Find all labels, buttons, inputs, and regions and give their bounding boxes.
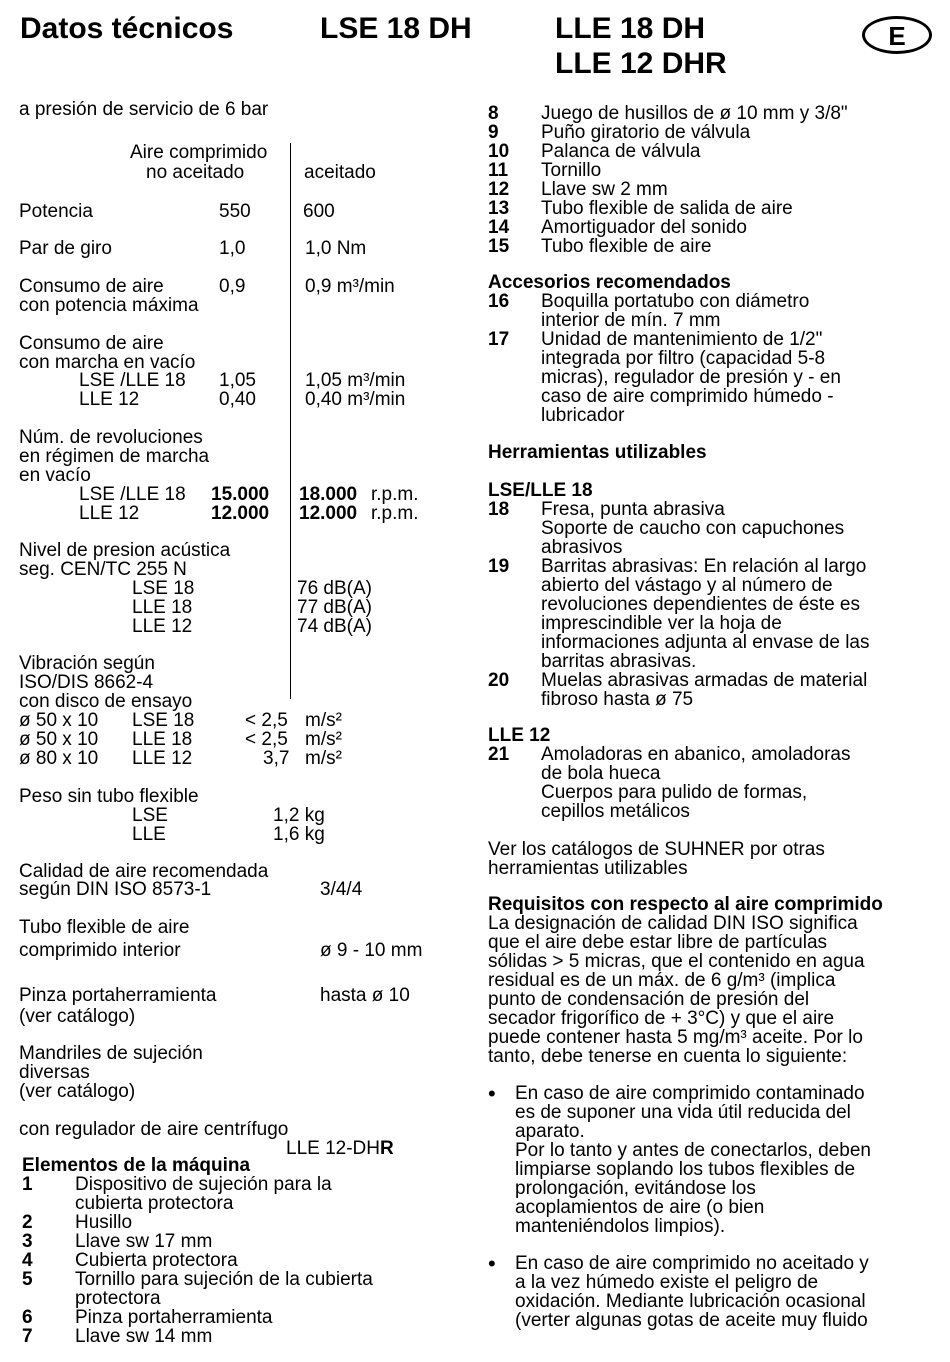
item-text-line: Tornillo [541, 160, 602, 181]
item-text-line: revoluciones dependientes de éste es [541, 594, 861, 615]
col-head-unoiled-2: no aceitado [146, 162, 245, 183]
list-item [488, 557, 938, 671]
text-line: puede contener hasta 5 mg/m³ aceite. Por lo [488, 1027, 863, 1048]
item-text-line: Amortiguador del sonido [541, 217, 747, 238]
item-text-line: Cubierta protectora [75, 1250, 238, 1271]
spec-label: Pinza portaherramienta [19, 985, 217, 1006]
spec-label: Potencia [19, 201, 93, 222]
item-text-line: Puño giratorio de válvula [541, 122, 751, 143]
item-number: 14 [488, 217, 510, 238]
spec-row-name: LSE /LLE 18 [79, 370, 186, 391]
text-line: (verter algunas gotas de aceite muy fluido [515, 1310, 868, 1331]
item-number: 4 [22, 1250, 33, 1271]
vib-unit: m/s² [305, 710, 342, 731]
text-line: acoplamientos de aire (o bien [515, 1197, 765, 1218]
spec-label: Par de giro [19, 238, 112, 259]
item-text-line: fibroso hasta ø 75 [541, 689, 694, 710]
spec-label: en régimen de marcha [19, 446, 210, 467]
col-head-unoiled-1: Aire comprimido [130, 142, 268, 163]
vib-diameter: ø 50 x 10 [19, 710, 99, 731]
regulator-model-suffix: R [380, 1138, 394, 1159]
text-line: sólidas > 5 micras, que el contenido en agua [488, 951, 865, 972]
regulator-model [286, 1139, 394, 1158]
elements-list-continued [488, 104, 938, 256]
spec-label: Consumo de aire [19, 333, 164, 354]
list-item [22, 1213, 442, 1232]
spec-label: Peso sin tubo flexible [19, 786, 199, 807]
model-lle12dhr: LLE 12 DHR [555, 47, 727, 80]
spec-unit: r.p.m. [371, 503, 419, 524]
text-line: En caso de aire comprimido contaminado [515, 1083, 865, 1104]
spec-label: con marcha en vacío [19, 352, 196, 373]
item-text-line: Tornillo para sujeción de la cubierta [75, 1269, 373, 1290]
vib-diameter: ø 50 x 10 [19, 729, 99, 750]
item-text-line: informaciones adjunta al envase de las [541, 632, 870, 653]
list-item [488, 671, 938, 709]
spec-value: 550 [219, 201, 251, 222]
list-item [488, 237, 938, 256]
item-number: 9 [488, 122, 499, 143]
spec-label: Mandriles de sujeción [19, 1043, 203, 1064]
spec-value: 0,40 [219, 389, 256, 410]
item-number: 20 [488, 670, 510, 691]
tools-list-lse-lle18 [488, 500, 938, 709]
item-number: 8 [488, 103, 499, 124]
spec-label: Consumo de aire [19, 276, 164, 297]
spec-row-name: LLE [132, 824, 166, 845]
text-line: La designación de calidad DIN ISO significa [488, 913, 858, 934]
item-text-line: abierto del vástago y al número de [541, 575, 833, 596]
spec-row-name: LSE 18 [132, 578, 195, 599]
spec-row-name: LLE 12 [132, 616, 193, 637]
spec-value: 0,9 [219, 276, 246, 297]
elements-list [22, 1175, 442, 1346]
list-item [22, 1327, 442, 1346]
item-text-line: abrasivos [541, 537, 623, 558]
list-item [22, 1308, 442, 1327]
bullet-marker: • [488, 1251, 496, 1276]
list-item [22, 1232, 442, 1251]
item-text-line: Llave sw 2 mm [541, 179, 668, 200]
item-text-line: Unidad de mantenimiento de 1/2" [541, 329, 823, 350]
text-line: Por lo tanto y antes de conectarlos, deben [515, 1140, 871, 1161]
text-line: que el aire debe estar libre de partículas [488, 932, 828, 953]
text-line: manteniéndolos limpios). [515, 1216, 726, 1237]
item-number: 21 [488, 744, 510, 765]
item-text-line: Juego de husillos de ø 10 mm y 3/8" [541, 103, 848, 124]
bullet-marker: • [488, 1081, 496, 1106]
spec-row-name: LLE 12 [79, 503, 140, 524]
item-number: 15 [488, 236, 510, 257]
item-text-line: integrada por filtro (capacidad 5-8 [541, 348, 826, 369]
language-badge: E [862, 16, 932, 54]
model-lse18dh: LSE 18 DH [320, 12, 472, 45]
text-line: oxidación. Mediante lubricación ocasional [515, 1291, 866, 1312]
item-text-line: barritas abrasivas. [541, 651, 697, 672]
item-text-line: Tubo flexible de aire [541, 236, 712, 257]
item-text-line: caso de aire comprimido húmedo - [541, 386, 834, 407]
vib-unit: m/s² [305, 729, 342, 750]
list-item [22, 1175, 442, 1213]
item-text-line: Husillo [75, 1212, 133, 1233]
text-line: aparato. [515, 1121, 585, 1142]
vib-unit: m/s² [305, 748, 342, 769]
tools-heading: Herramientas utilizables [488, 442, 707, 463]
item-number: 17 [488, 329, 510, 350]
vib-value: 3,7 [263, 748, 290, 769]
list-item [488, 104, 938, 123]
spec-row-name: LSE [132, 805, 168, 826]
item-text-line: cubierta protectora [75, 1193, 234, 1214]
text-line: Ver los catálogos de SUHNER por otras [488, 839, 825, 860]
text-line: punto de condensación de presión del [488, 989, 810, 1010]
spec-label: en vacío [19, 465, 91, 486]
item-text-line: lubricador [541, 405, 625, 426]
item-text-line: Llave sw 17 mm [75, 1231, 213, 1252]
item-text-line: Fresa, punta abrasiva [541, 499, 725, 520]
item-number: 12 [488, 179, 510, 200]
list-item [488, 199, 938, 218]
item-text-line: micras), regulador de presión y - en [541, 367, 841, 388]
vib-diameter: ø 80 x 10 [19, 748, 99, 769]
spec-row-name: LSE /LLE 18 [79, 484, 186, 505]
text-line: herramientas utilizables [488, 858, 688, 879]
spec-value: 15.000 [211, 484, 270, 505]
column-divider [290, 143, 291, 699]
item-text-line: Boquilla portatubo con diámetro [541, 291, 810, 312]
item-number: 5 [22, 1269, 33, 1290]
list-item [488, 218, 938, 237]
item-text-line: cepillos metálicos [541, 801, 690, 822]
list-item [488, 123, 938, 142]
item-text-line: Palanca de válvula [541, 141, 701, 162]
spec-label: Nivel de presion acústica [19, 540, 231, 561]
vib-value: < 2,5 [245, 729, 288, 750]
spec-intro: a presión de servicio de 6 bar [19, 99, 269, 120]
item-text-line: Soporte de caucho con capuchones [541, 518, 845, 539]
page-title: Datos técnicos [20, 12, 234, 45]
tools-sub-lle12: LLE 12 [488, 725, 551, 746]
item-text-line: de bola hueca [541, 763, 661, 784]
bullet-item-contaminated [488, 1081, 938, 1237]
spec-label: ISO/DIS 8662-4 [19, 672, 154, 693]
spec-value: 1,05 [219, 370, 256, 391]
list-item [22, 1251, 442, 1270]
item-text-line: imprescindible ver la hoja de [541, 613, 782, 634]
spec-label: con disco de ensayo [19, 691, 193, 712]
vib-model: LLE 18 [132, 729, 193, 750]
bullet-text [515, 1254, 938, 1330]
item-number: 2 [22, 1212, 33, 1233]
spec-value: 12.000 [211, 503, 270, 524]
model-lle18dh: LLE 18 DH [555, 12, 706, 45]
item-text-line: Pinza portaherramienta [75, 1307, 273, 1328]
spec-value: 600 [303, 201, 335, 222]
list-item [488, 161, 938, 180]
spec-value: 12.000 [299, 503, 358, 524]
text-line: secador frigorífico de + 3°C) y que el aire [488, 1008, 835, 1029]
requirements-paragraph [488, 914, 938, 1066]
spec-label: Tubo flexible de aire [19, 917, 190, 938]
item-number: 6 [22, 1307, 33, 1328]
spec-value: 0,9 m³/min [305, 276, 395, 297]
spec-value: 77 dB(A) [297, 597, 372, 618]
item-text-line: Cuerpos para pulido de formas, [541, 782, 808, 803]
item-text-line: Llave sw 14 mm [75, 1326, 213, 1347]
item-text-line: protectora [75, 1288, 161, 1309]
spec-value: 1,2 kg [273, 805, 325, 826]
spec-label: comprimido interior [19, 940, 181, 961]
spec-value: 18.000 [299, 484, 358, 505]
spec-label: (ver catálogo) [19, 1081, 136, 1102]
item-number: 11 [488, 160, 509, 181]
catalog-note [488, 840, 938, 878]
spec-value: 1,05 m³/min [305, 370, 406, 391]
spec-value: 3/4/4 [320, 879, 363, 900]
accessories-heading: Accesorios recomendados [488, 272, 731, 293]
list-item [22, 1270, 442, 1308]
regulator-model-base: LLE 12-DH [286, 1138, 380, 1159]
list-item [488, 142, 938, 161]
spec-value: 1,0 Nm [305, 238, 367, 259]
bullet-text [515, 1084, 938, 1236]
list-item [488, 180, 938, 199]
list-item [488, 745, 938, 821]
spec-value: ø 9 - 10 mm [320, 940, 423, 961]
spec-value: 74 dB(A) [297, 616, 372, 637]
spec-value: 1,0 [219, 238, 246, 259]
spec-row-name: LLE 12 [79, 389, 140, 410]
item-text-line: interior de mín. 7 mm [541, 310, 721, 331]
item-number: 16 [488, 291, 510, 312]
text-line: limpiarse soplando los tubos flexibles de [515, 1159, 856, 1180]
requirements-heading: Requisitos con respecto al aire comprimido [488, 894, 883, 915]
text-line: residual es de un máx. de 6 g/m³ (implica [488, 970, 836, 991]
col-head-oiled: aceitado [304, 162, 376, 183]
item-number: 13 [488, 198, 510, 219]
spec-value: hasta ø 10 [320, 985, 410, 1006]
list-item [488, 292, 938, 330]
accessories-list [488, 292, 938, 425]
spec-unit: r.p.m. [371, 484, 419, 505]
spec-label: según DIN ISO 8573-1 [19, 879, 212, 900]
tools-sub-lse-lle18: LSE/LLE 18 [488, 480, 593, 501]
spec-value: 76 dB(A) [297, 578, 372, 599]
vib-model: LLE 12 [132, 748, 193, 769]
list-item [488, 500, 938, 557]
elements-heading: Elementos de la máquina [22, 1155, 251, 1176]
item-text-line: Amoladoras en abanico, amoladoras [541, 744, 851, 765]
list-item [488, 330, 938, 425]
spec-label: Vibración según [19, 653, 155, 674]
item-number: 3 [22, 1231, 33, 1252]
bullet-item-unoiled [488, 1251, 938, 1331]
text-line: a la vez húmedo existe el peligro de [515, 1272, 819, 1293]
spec-label: diversas [19, 1062, 90, 1083]
text-line: es de suponer una vida útil reducida del [515, 1102, 851, 1123]
item-number: 7 [22, 1326, 33, 1347]
spec-label: con regulador de aire centrífugo [19, 1119, 289, 1140]
spec-label: Calidad de aire recomendada [19, 861, 269, 882]
item-text-line: Muelas abrasivas armadas de material [541, 670, 868, 691]
vib-model: LSE 18 [132, 710, 195, 731]
item-number: 18 [488, 499, 510, 520]
spec-label: (ver catálogo) [19, 1006, 136, 1027]
item-text-line: Barritas abrasivas: En relación al largo [541, 556, 867, 577]
vib-value: < 2,5 [245, 710, 288, 731]
text-line: tanto, debe tenerse en cuenta lo siguiente: [488, 1046, 848, 1067]
text-line: En caso de aire comprimido no aceitado y [515, 1253, 869, 1274]
item-number: 19 [488, 556, 510, 577]
item-number: 1 [22, 1174, 33, 1195]
tools-list-lle12 [488, 745, 938, 821]
text-line: prolongación, evitándose los [515, 1178, 756, 1199]
spec-value: 1,6 kg [273, 824, 325, 845]
spec-label: seg. CEN/TC 255 N [19, 559, 187, 580]
spec-label: con potencia máxima [19, 295, 199, 316]
spec-label: Núm. de revoluciones [19, 427, 203, 448]
spec-row-name: LLE 18 [132, 597, 193, 618]
item-text-line: Tubo flexible de salida de aire [541, 198, 793, 219]
item-number: 10 [488, 141, 510, 162]
item-text-line: Dispositivo de sujeción para la [75, 1174, 332, 1195]
spec-value: 0,40 m³/min [305, 389, 406, 410]
